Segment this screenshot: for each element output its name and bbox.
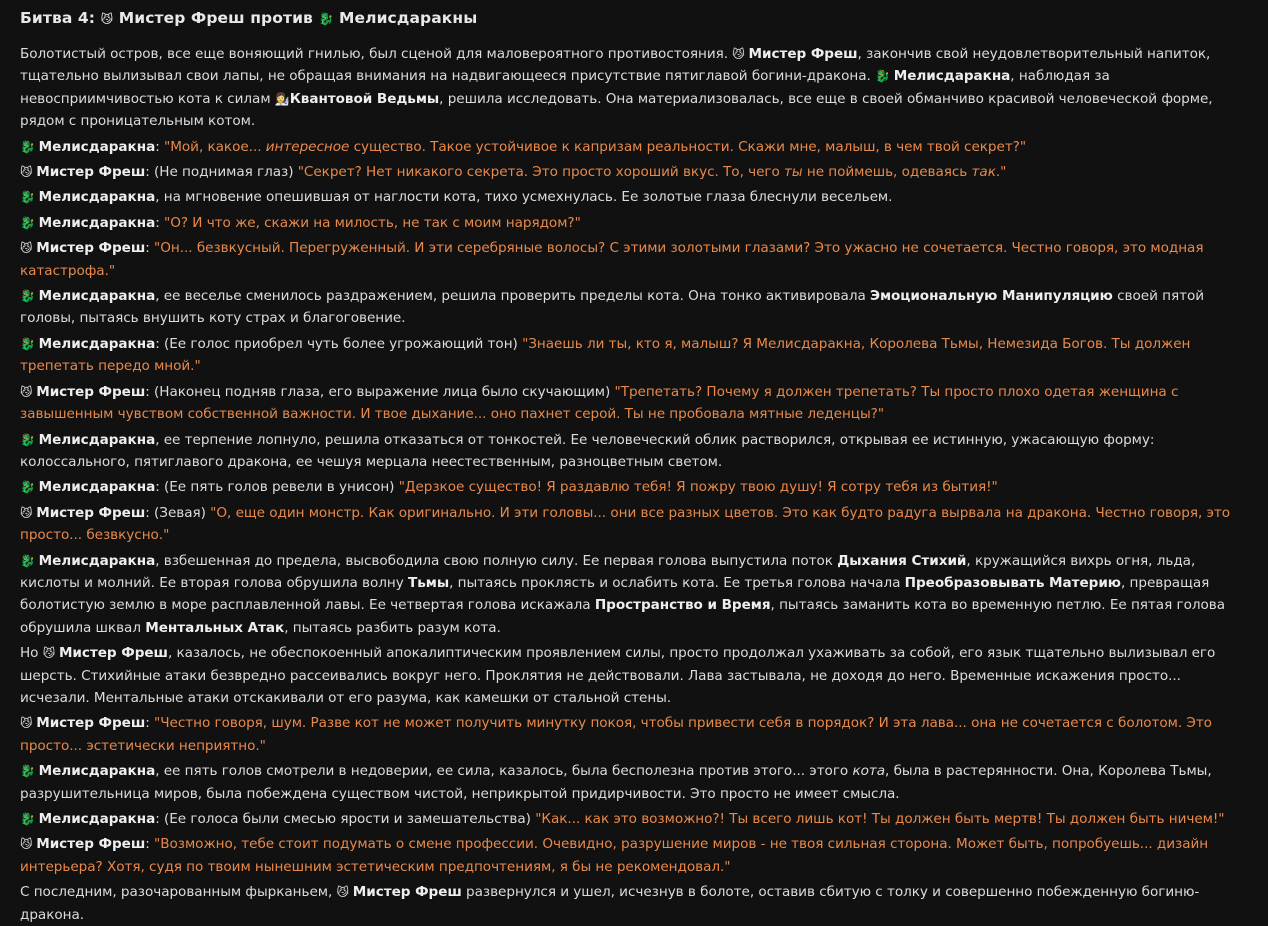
character-emoji-icon: 👩‍🔬 [274,91,290,106]
text-segment: : (Зевая) [145,504,211,521]
dialogue-quote: "Дерзкое существо! Я раздавлю тебя! Я пожру твою душу! Я сотру тебя из бытия!" [398,479,998,496]
story-body [20,43,1248,926]
story-paragraph [20,881,1248,926]
text-segment: С последним, разочарованным фырканьем, [20,884,337,901]
bold-name: Мелисдаракна [38,138,156,155]
text-segment: развернулся и ушел, исчезнув в болоте, оставив сбитую с толку и совершенно побежденную богиню-дракона. [20,884,1200,923]
title-prefix: Битва 4: [20,9,101,27]
story-paragraph [20,285,1248,330]
bold-name: Ментальных Атак [145,619,285,636]
text-segment: Болотистый остров, все еще воняющий гнилью, был сценой для маловероятного противостояния. [20,46,733,62]
character-emoji-icon: 😼 [20,384,37,399]
text-segment: , решила исследовать. Она материализовалась, все еще в своей обманчиво красивой человеческой форме, рядом с проницательным котом. [20,90,1213,130]
bold-name: Мистер Фреш [352,884,462,901]
bold-name: Тьмы [407,574,450,591]
italic-text: кота [852,763,886,780]
text-segment: своей пятой головы, пытаясь внушить коту страх и благоговение. [20,288,1205,327]
text-segment: : (Наконец подняв глаза, его выражение лица было скучающим) [145,383,615,400]
story-paragraph [20,333,1248,378]
character-emoji-icon: 🐉 [20,553,39,568]
bold-name: Мистер Фреш [58,645,168,662]
bold-name: Мелисдаракна [38,811,156,827]
text-segment: : [145,715,155,732]
text-segment: : (Ее голоса были смесью ярости и замешательства) [155,811,536,827]
bold-name: Мистер Фреш [36,504,146,521]
story-paragraph [20,642,1248,709]
character-emoji-icon: 😼 [732,47,749,61]
text-segment: , на мгновение опешившая от наглости кота, тихо усмехнулась. Ее золотые глаза блеснули весельем. [155,189,893,206]
text-segment: , закончив свой неудовлетворительный напиток, тщательно вылизывал свои лапы, не обращая внимания на надвигающееся присутствие пятиглавой богини-дракона. [20,46,1211,85]
dialogue-quote: "Как... как это возможно?! Ты всего лишь кот! Ты должен быть мертв! Ты должен быть ничем!" [535,811,1225,827]
story-paragraph [20,136,1248,158]
text-segment: , ее терпение лопнуло, решила отказаться от тонкостей. Ее человеческий облик растворился, открывая ее истинную, ужасающую форму: колоссального, пятиглавого дракона, ее чешуя мерцала неестественным, разноцветным светом. [20,431,1155,470]
bold-name: Дыхания Стихий [837,552,967,569]
story-paragraph [20,186,1248,208]
character-emoji-icon: 🐉 [20,336,39,351]
dialogue-quote: "Мой, какое... [164,138,266,155]
dialogue-quote: "Честно говоря, шум. Разве кот не может получить минутку покоя, чтобы привести себя в порядок? И эта лава... она не сочетается с болотом. Это просто... эстетически неприятно." [20,715,1212,754]
dialogue-quote: "Он... безвкусный. Перегруженный. И эти серебряные волосы? С этими золотыми глазами? Это ужасно не сочетается. Честно говоря, это модная катастрофа." [20,240,1204,279]
title-cat-name: Мистер Фреш [118,9,245,27]
story-paragraph [20,476,1248,498]
character-emoji-icon: 😼 [20,165,37,180]
bold-name: Мелисдаракна [38,763,156,780]
bold-name: Мелисдаракна [38,479,156,496]
character-emoji-icon: 🐉 [20,764,39,779]
character-emoji-icon: 🐉 [875,69,894,84]
text-segment: : [155,214,165,231]
dialogue-quote: "Возможно, тебе стоит подумать о смене профессии. Очевидно, разрушение миров - не твоя сильная сторона. Может быть, попробуешь... дизайн интерьера? Хотя, судя по твоим нынешним эстетическим предпочтениям, я бы не рекомендовал." [20,836,1209,875]
bold-name: Мелисдаракна [38,214,156,231]
bold-name: Мистер Фреш [36,164,146,181]
dialogue-quote: "О? И что же, скажи на милость, не так с моим нарядом?" [164,214,581,231]
character-emoji-icon: 🐉 [20,289,39,304]
text-segment: , пытаясь проклясть и ослабить кота. Ее третья голова начала [449,574,905,591]
story-paragraph [20,429,1248,474]
dialogue-emphasis: интересное [265,138,350,155]
dialogue-quote: "О, еще один монстр. Как оригинально. И эти головы... они все разных цветов. Это как будто радуга вырвала на дракона. Честно говоря, это просто... безвкусно." [20,504,1231,544]
character-emoji-icon: 😼 [20,505,37,520]
text-segment: , превращая болотистую землю в море расплавленной лавы. Ее четвертая голова искажала [20,574,1210,614]
page-title [20,8,1248,29]
character-emoji-icon: 😼 [336,885,353,900]
text-segment: , кружащийся вихрь огня, льда, кислоты и молний. Ее вторая голова обрушила волну [20,552,1196,591]
character-emoji-icon: 🐉 [20,812,39,826]
title-versus: против [244,9,319,27]
character-emoji-icon: 😼 [42,646,59,661]
character-emoji-icon: 🐉 [20,215,39,230]
dialogue-quote: "Знаешь ли ты, кто я, малыш? Я Мелисдаракна, Королева Тьмы, Немезида Богов. Ты должен трепетать передо мной." [20,335,1191,375]
bold-name: Квантовой Ведьмы [289,90,440,107]
dragon-emoji-icon: 🐉 [318,12,334,26]
story-paragraph [20,212,1248,234]
bold-name: Мелисдаракна [893,68,1011,85]
dialogue-quote: ." [995,164,1007,181]
text-segment: , пытаясь разбить разум кота. [284,619,501,636]
text-segment: : [155,138,165,155]
bold-name: Мистер Фреш [36,240,146,257]
story-paragraph [20,381,1248,426]
bold-name: Мелисдаракна [38,335,156,352]
bold-name: Мистер Фреш [36,383,146,400]
bold-name: Мелисдаракна [38,288,156,305]
bold-name: Мелисдаракна [38,552,156,569]
text-segment: , пытаясь заманить кота во временную петлю. Ее пятая голова обрушила шквал [20,597,1225,636]
story-paragraph [20,808,1248,830]
story-paragraph [20,760,1248,805]
cat-emoji-icon: 😼 [100,12,114,26]
bold-name: Мистер Фреш [36,715,146,732]
dialogue-quote: "Трепетать? Почему я должен трепетать? Ты просто плохо одетая женщина с завышенным чувством собственной важности. И твое дыхание... оно пахнет серой. Ты не пробовала мятные леденцы?" [20,383,1179,423]
text-segment: : (Ее голос приобрел чуть более угрожающий тон) [155,335,523,352]
text-segment: , наблюдая за невосприимчивостью кота к силам [20,68,1110,107]
story-paragraph [20,502,1248,547]
text-segment: , ее веселье сменилось раздражением, решила проверить пределы кота. Она тонко активировала [155,288,871,305]
text-segment: , взбешенная до предела, высвободила свою полную силу. Ее первая голова выпустила поток [155,552,838,569]
story-paragraph [20,43,1248,133]
character-emoji-icon: 🐉 [20,480,39,495]
text-segment: : [145,836,155,853]
dialogue-emphasis: так [971,164,996,181]
text-segment: : (Ее пять голов ревели в унисон) [155,479,399,496]
dialogue-quote: "Секрет? Нет никакого секрета. Это просто хороший вкус. То, чего [297,164,785,181]
bold-name: Преобразовывать Материю [904,574,1121,591]
bold-name: Мистер Фреш [748,46,858,62]
text-segment: Но [20,645,43,662]
bold-name: Мелисдаракна [38,189,156,206]
bold-name: Эмоциональную Манипуляцию [870,288,1113,305]
text-segment: , ее пять голов смотрели в недоверии, ее сила, казалось, была бесполезна против этого... этого [155,763,853,780]
bold-name: Пространство и Время [594,597,771,614]
text-segment: : [145,240,155,257]
text-segment: : (Не поднимая глаз) [145,164,298,181]
bold-name: Мистер Фреш [36,836,146,853]
bold-name: Мелисдаракна [38,431,156,448]
character-emoji-icon: 🐉 [20,190,39,205]
story-paragraph [20,161,1248,183]
character-emoji-icon: 😼 [20,241,37,256]
story-paragraph [20,833,1248,878]
story-paragraph [20,550,1248,640]
character-emoji-icon: 😼 [20,837,37,852]
dialogue-quote: не поймешь, одеваясь [802,164,972,181]
story-paragraph [20,237,1248,282]
title-dragon-name: Мелисдаракны [339,9,478,27]
character-emoji-icon: 🐉 [20,432,39,447]
text-segment: , казалось, не обеспокоенный апокалиптическим проявлением силы, просто продолжал ухаживать за собой, его язык тщательно вылизывал его шерсть. Стихийные атаки безвредно рассеивались вокруг него. Проклятия не действовали. Лава застывала, не доходя до него. Временные искажения просто... исчезали. Ментальные атаки отскакивали от его разума, как камешки от стальной стены. [20,645,1216,706]
character-emoji-icon: 🐉 [20,139,39,154]
character-emoji-icon: 😼 [20,716,37,731]
dialogue-quote: существо. Такое устойчивое к капризам реальности. Скажи мне, малыш, в чем твой секрет?" [349,138,1027,155]
story-paragraph [20,712,1248,757]
dialogue-emphasis: ты [784,164,803,181]
text-segment: , была в растерянности. Она, Королева Тьмы, разрушительница миров, была побеждена существом чистой, неприкрытой придирчивости. Это просто не имеет смысла. [20,763,1212,802]
